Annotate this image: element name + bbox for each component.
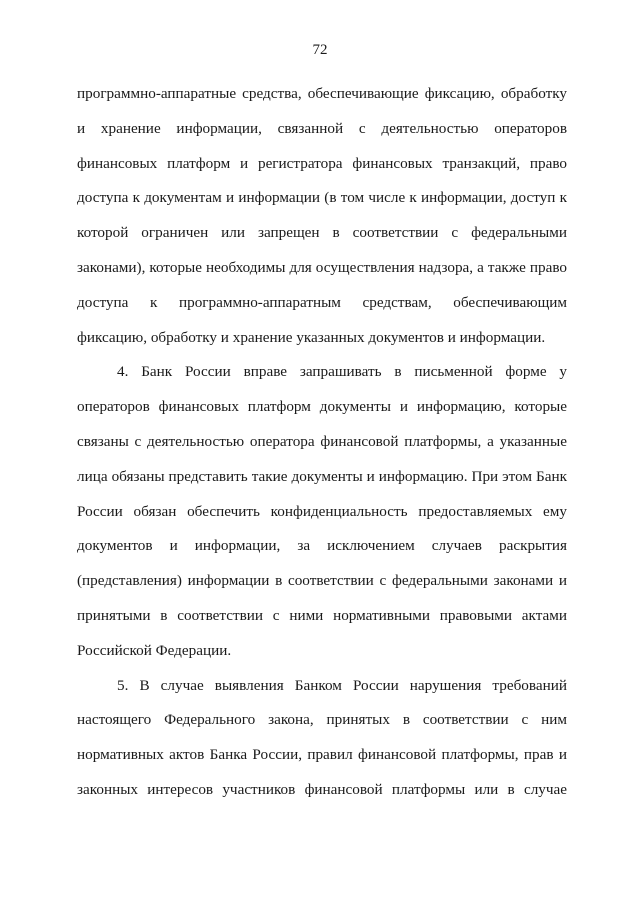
page-number: 72 [312, 42, 328, 58]
paragraph-item-5: 5. В случае выявления Банком России нарушения требований настоящего Федерального закона, принятых в соответствии с ним нормативных актов Банка России, правил финансовой платформы, прав и законных интересов участников финансовой платформы или в случае [77, 676, 567, 798]
paragraph-item-4: 4. Банк России вправе запрашивать в письменной форме у операторов финансовых платформ документы и информацию, которые связаны с деятельностью оператора финансовой платформы, а указанные лица обязаны представить такие документы и информацию. При этом Банк России обязан обеспечить конфиденциальность предоставляемых ему документов и информации, за исключением случаев раскрытия (представления) информации в соответствии с федеральными законами и принятыми в соответствии с ними нормативными правовыми актами Российской Федерации. [77, 363, 567, 659]
document-body [77, 77, 567, 808]
paragraph-continuation: программно-аппаратные средства, обеспечивающие фиксацию, обработку и хранение информации, связанной с деятельностью операторов финансовых платформ и регистратора финансовых транзакций, право доступа к документам и информации (в том числе к информации, доступ к которой ограничен или запрещен в соответствии с федеральными законами), которые необходимы для осуществления надзора, а также право доступа к программно-аппаратным средствам, обеспечивающим фиксацию, обработку и хранение указанных документов и информации. [77, 85, 567, 346]
